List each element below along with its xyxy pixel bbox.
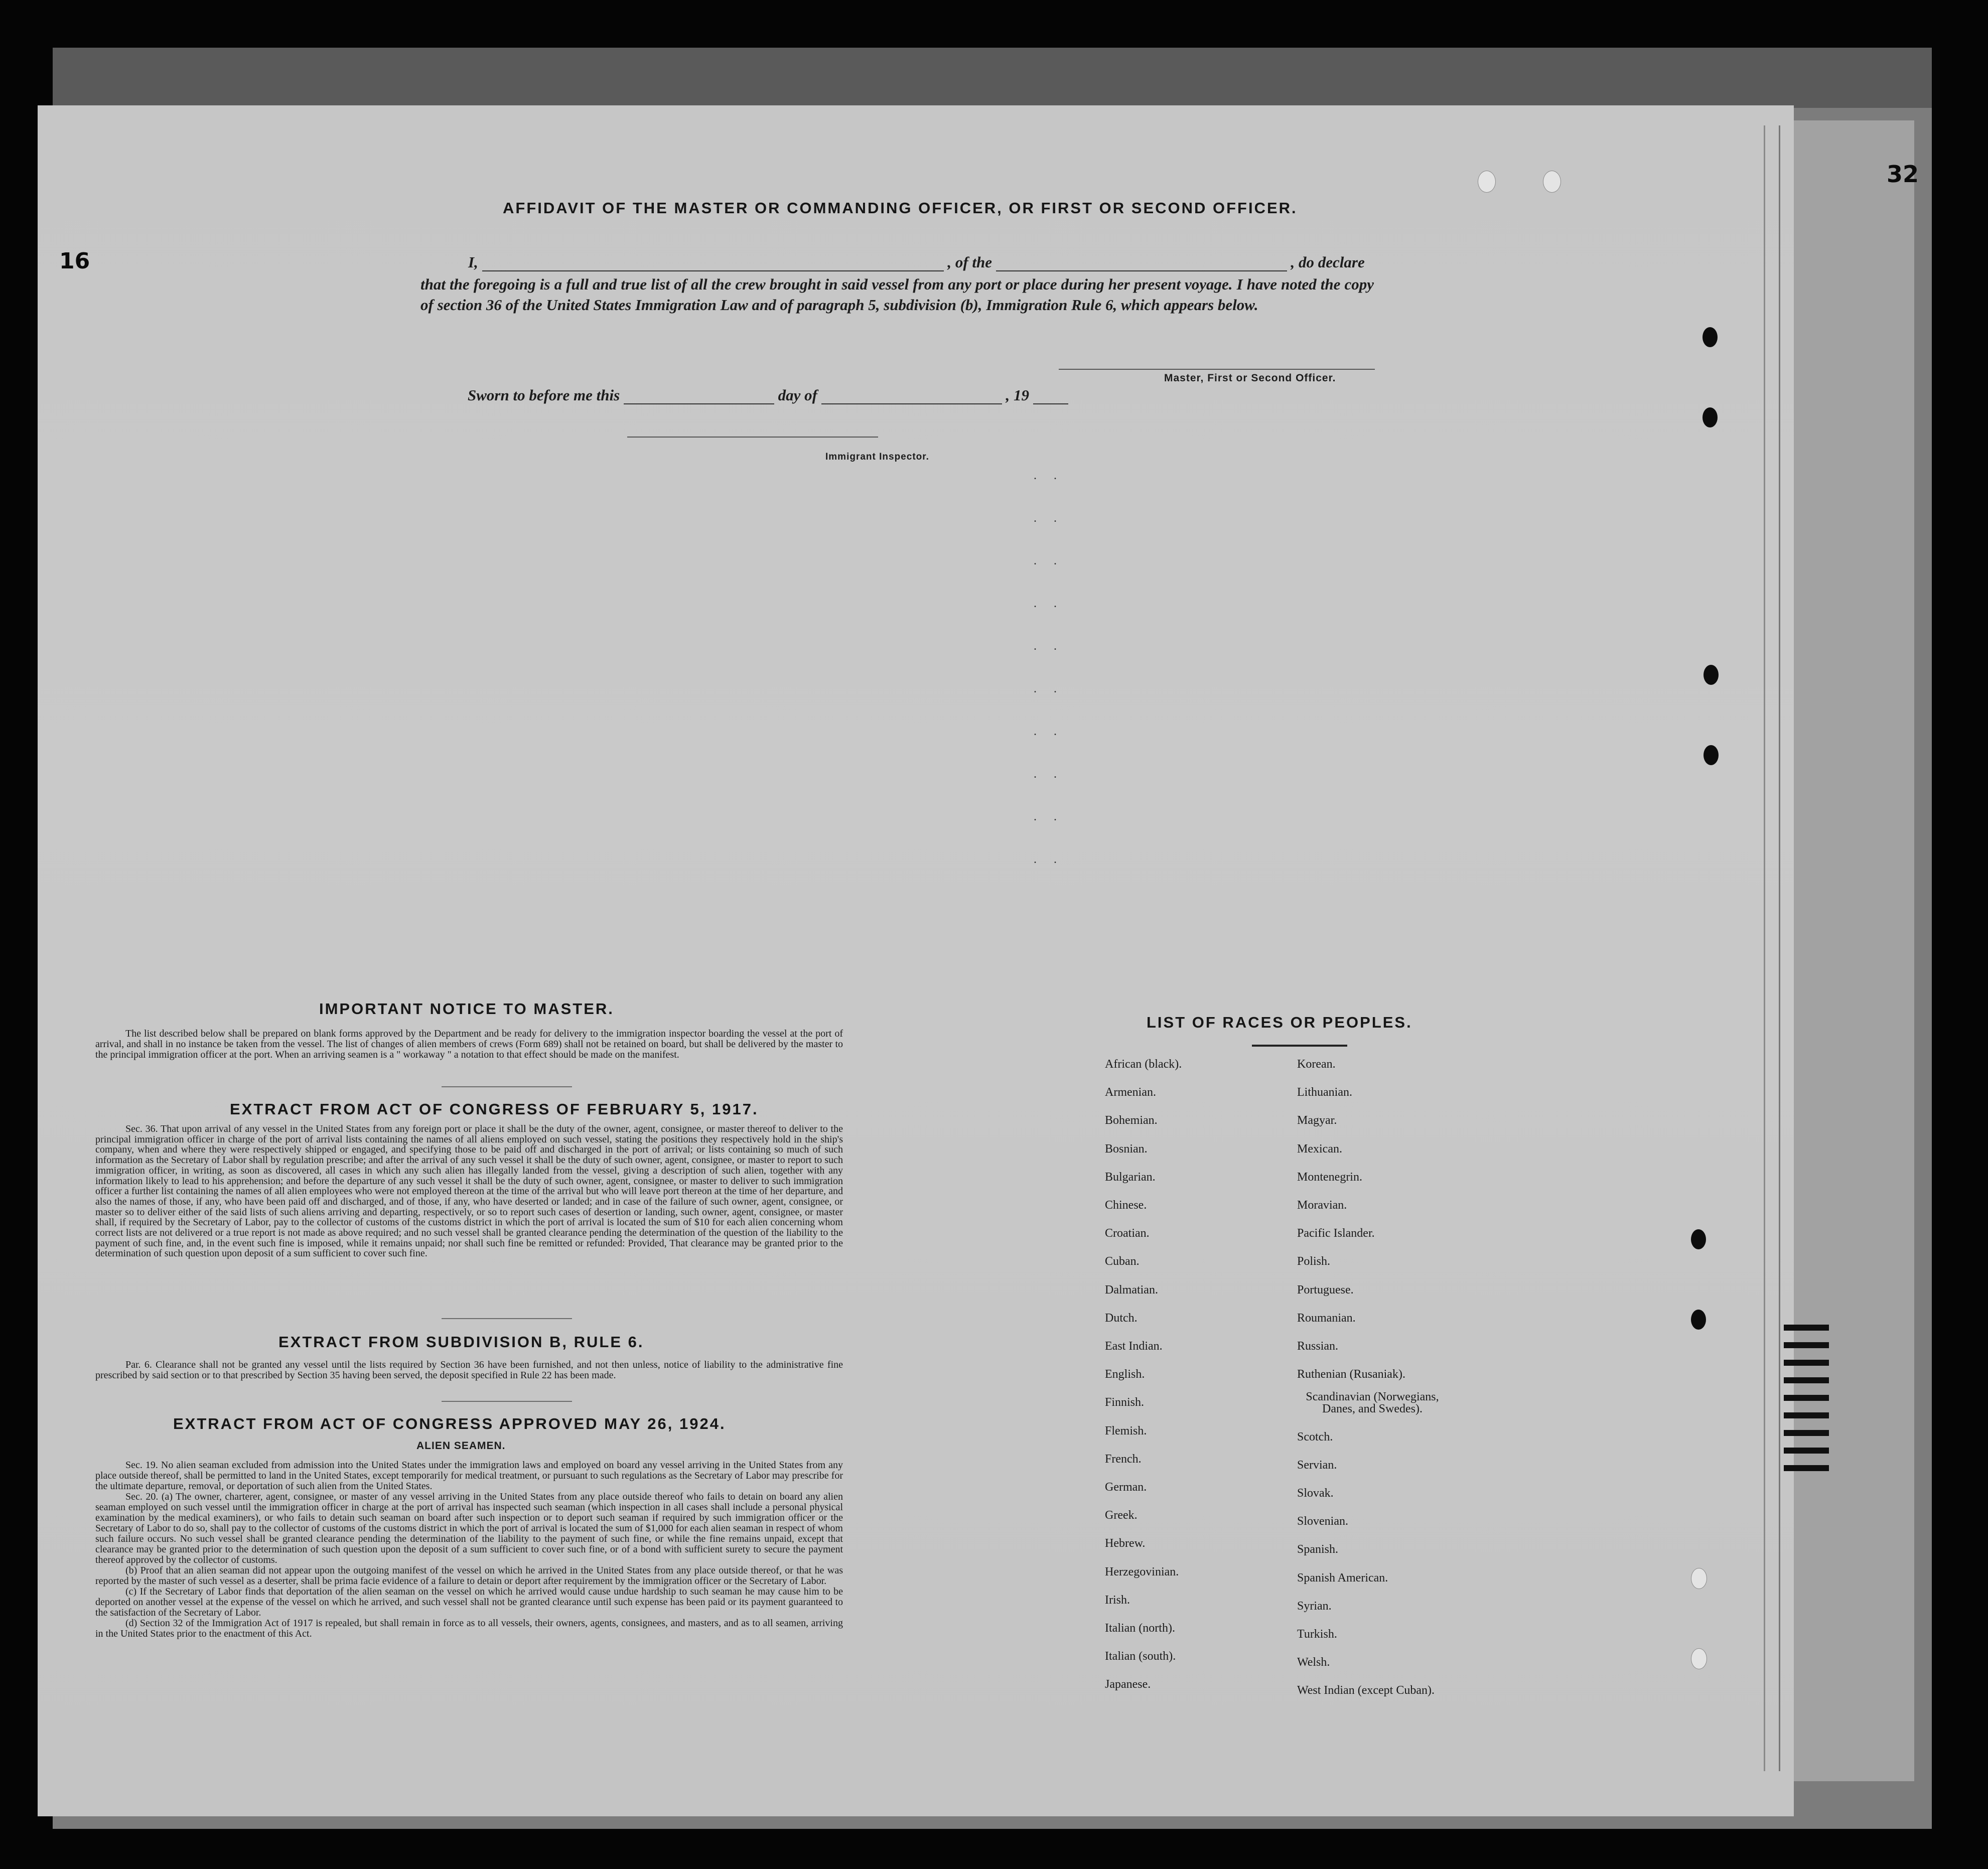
left-race-item: Italian (north). [1105,1622,1175,1635]
notice-text: The list described below shall be prepared on blank forms approved by the Department and be ready for delivery to the immigration inspector boarding the vessel at the port of arrival, and shall in no instance be taken from the vessel. The list of changes of alien members of crews (Form 689) shall not be retained on board, but shall be delivered by the master to the principal immigration officer at the port. When an arriving seamen is a " workaway " a notation to that effect should be made on the manifest. [95,1028,843,1060]
dot-leader: . . [1034,725,1064,738]
left-race-item: Bosnian. [1105,1142,1148,1156]
right-race-item: Scandinavian (Norwegians, Danes, and Swedes). [1306,1390,1439,1416]
right-race-item: Turkish. [1297,1628,1337,1641]
right-race-item: Roumanian. [1297,1311,1356,1325]
right-race-item: Pacific Islander. [1297,1227,1375,1240]
extract-1924-subtitle: ALIEN SEAMEN. [416,1440,506,1452]
left-race-item: Bulgarian. [1105,1170,1156,1184]
left-race-item: Greek. [1105,1509,1138,1522]
right-race-item: Slovenian. [1297,1515,1348,1528]
extract-1924-body [95,1460,843,1639]
sworn-day-blank[interactable] [624,388,774,404]
right-race-item: Slovak. [1297,1487,1334,1500]
right-race-item: West Indian (except Cuban). [1297,1684,1435,1697]
sec20c-text: (c) If the Secretary of Labor finds that deportation of the alien seaman on the vessel on which he arrived would cause undue hardship to such seaman he may cause him to be deported on another vessel at the expense of the vessel on which he arrived, and such vessel shall not be granted clearance until such expense has been paid or its payment guaranteed to the satisfaction of the Secretary of Labor. [95,1586,843,1618]
right-race-item: Magyar. [1297,1114,1337,1127]
right-race-item: Polish. [1297,1255,1331,1268]
punch-hole [1703,745,1719,765]
right-race-item: Lithuanian. [1297,1086,1352,1099]
left-race-item: Hebrew. [1105,1537,1146,1550]
right-race-item: Moravian. [1297,1199,1347,1212]
dot-leader: . . [1034,469,1064,482]
right-race-item: Mexican. [1297,1142,1342,1156]
section-divider [442,1086,572,1087]
affidavit-line1-mid: , of the [947,253,992,271]
inspector-signature-line[interactable] [627,437,878,438]
left-race-item: Italian (south). [1105,1650,1176,1663]
sworn-mid: day of [778,386,817,404]
section-divider [442,1401,572,1402]
affidavit-line1-post: , do declare [1291,253,1365,271]
page-edge-line [1764,125,1765,1771]
races-title: LIST OF RACES OR PEOPLES. [1147,1014,1412,1031]
left-race-item: German. [1105,1481,1147,1494]
punch-hole [1703,665,1719,685]
left-race-item: Armenian. [1105,1086,1156,1099]
tally-mark [1784,1430,1829,1436]
dot-leader: . . [1034,810,1064,823]
tally-mark [1784,1465,1829,1471]
signature-line[interactable] [1059,369,1375,370]
punch-hole [1702,327,1718,347]
right-race-item: Welsh. [1297,1656,1330,1669]
back-sheet-top-edge [53,48,1932,108]
punch-hole [1478,171,1496,193]
left-race-item: Bohemian. [1105,1114,1158,1127]
affidavit-declaration-line [468,253,1365,271]
races-title-underline [1252,1045,1347,1047]
left-race-item: Herzegovinian. [1105,1565,1179,1578]
tally-mark [1784,1360,1829,1366]
dot-leader: . . [1034,682,1064,695]
sec20b-text: (b) Proof that an alien seaman did not appear upon the outgoing manifest of the vessel on which he arrived in the United States from any place outside thereof, or that he was reported by the master of such vessel as a deserter, shall be prima facie evidence of a failure to detain or deport after requirement by the immigration officer or the Secretary of Labor. [95,1565,843,1587]
dot-leader: . . [1034,512,1064,525]
right-race-item: Korean. [1297,1058,1336,1071]
right-race-item: Scotch. [1297,1430,1333,1444]
left-race-item: Finnish. [1105,1396,1145,1409]
margin-mark: 16 [59,248,90,274]
tally-mark [1784,1342,1829,1348]
dot-leader: . . [1034,768,1064,781]
punch-hole [1691,1229,1706,1249]
right-race-item: Spanish. [1297,1543,1339,1556]
extract-rule6-title: EXTRACT FROM SUBDIVISION B, RULE 6. [278,1333,644,1351]
right-race-item: Portuguese. [1297,1283,1354,1297]
right-race-item: Syrian. [1297,1599,1332,1613]
left-race-item: Flemish. [1105,1424,1147,1437]
left-race-item: East Indian. [1105,1340,1163,1353]
punch-hole [1691,1648,1707,1669]
right-race-item: Servian. [1297,1458,1337,1472]
page-edge-line [1779,125,1780,1771]
dot-leader: . . [1034,853,1064,866]
left-race-item: English. [1105,1368,1145,1381]
affidavit-body: that the foregoing is a full and true list of all the crew brought in said vessel from any port or place during her present voyage. I have noted the copy of section 36 of the United States Immigration Law and of paragraph 5, subdivision (b), Immigration Rule 6, which appears below. [420,275,1374,314]
vessel-blank[interactable] [996,255,1287,271]
notice-title: IMPORTANT NOTICE TO MASTER. [319,1000,614,1018]
sec20a-text: Sec. 20. (a) The owner, charterer, agent, consignee, or master of any vessel arriving in the United States from any place outside thereof who fails to detain on board any alien seaman employed on such vessel until the immigration officer in charge at the port of arrival has inspected such seaman (which inspection in all cases shall include a personal physical examination by the medical examiners), or who fails to detain such seaman on board after such inspection or to deport such seaman if required by such immigration officer or the Secretary of Labor to do so, shall pay to the collector of customs of the customs district in which the port of arrival is located the sum of $1,000 for each alien seaman in respect of whom such failure occurs. No such vessel shall be granted clearance pending the determination of the liability to the payment of such fine, or while the fine remains unpaid, except that clearance may be granted prior to the determination of such question upon the deposit of a sum sufficient to cover such fine, or of a bond with sufficient surety to secure the payment thereof approved by the collector of customs. [95,1491,843,1565]
name-blank[interactable] [482,255,944,271]
tally-mark [1784,1377,1829,1383]
page-number-mark: 32 [1887,161,1919,188]
inspector-label: Immigrant Inspector. [825,452,929,462]
tally-mark [1784,1325,1829,1331]
tally-mark [1784,1395,1829,1401]
extract-1924-title: EXTRACT FROM ACT OF CONGRESS APPROVED MAY 26, 1924. [173,1415,726,1432]
punch-hole [1691,1310,1706,1330]
left-race-item: Dalmatian. [1105,1283,1158,1297]
sworn-post: , 19 [1006,386,1029,404]
left-race-item: Chinese. [1105,1199,1147,1212]
left-race-item: African (black). [1105,1058,1182,1071]
right-race-item: Ruthenian (Rusaniak). [1297,1368,1405,1381]
right-race-item: Russian. [1297,1340,1339,1353]
sworn-line [468,386,1068,404]
sworn-month-blank[interactable] [821,388,1002,404]
sec19-text: Sec. 19. No alien seaman excluded from admission into the United States under the immigration laws and employed on board any vessel arriving in the United States from any place outside thereof, shall be permitted to land in the United States, except temporarily for medical treatment, or pursuant to such regulations as the Secretary of Labor may prescribe for the ultimate departure, removal, or deportation of such alien from the United States. [95,1460,843,1492]
dot-leader: . . [1034,597,1064,610]
sec20d-text: (d) Section 32 of the Immigration Act of 1917 is repealed, but shall remain in force as to all vessels, their owners, agents, consignees, and masters, and as to all seamen, arriving in the United States prior to the enactment of this Act. [95,1618,843,1639]
sworn-pre: Sworn to before me this [468,386,620,404]
left-race-item: Cuban. [1105,1255,1140,1268]
right-race-item: Spanish American. [1297,1571,1388,1585]
extract-1917-title: EXTRACT FROM ACT OF CONGRESS OF FEBRUARY 5, 1917. [230,1100,759,1118]
left-race-item: French. [1105,1452,1142,1466]
punch-hole [1543,171,1561,193]
section-divider [442,1318,572,1319]
left-race-item: Japanese. [1105,1678,1151,1691]
right-race-item: Montenegrin. [1297,1170,1362,1184]
dot-leader: . . [1034,554,1064,567]
left-race-item: Irish. [1105,1593,1130,1607]
affidavit-title: AFFIDAVIT OF THE MASTER OR COMMANDING OFFICER, OR FIRST OR SECOND OFFICER. [503,199,1298,217]
sworn-year-blank[interactable] [1033,388,1068,404]
left-race-item: Dutch. [1105,1311,1138,1325]
signature-label: Master, First or Second Officer. [1164,372,1336,384]
punch-hole [1691,1568,1707,1589]
dot-leader: . . [1034,640,1064,653]
left-race-item: Croatian. [1105,1227,1150,1240]
extract-1917-text: Sec. 36. That upon arrival of any vessel in the United States from any foreign port or place it shall be the duty of the owner, agent, consignee, or master thereof to deliver to the principal immigration officer in charge of the port of arrival lists containing the names of all aliens employed on such vessel, stating the positions they respectively hold in the ship's company, when and where they were respectively shipped or engaged, and specifying those to be paid off and discharged in the port of arrival; or lists containing so much of such information as the Secretary of Labor shall by regulation prescribe; and after the arrival of any such vessel it shall be the duty of such owner, agent, consignee, or master to report to such immigration officer, in writing, as soon as discovered, all cases in which any such alien has illegally landed from the vessel, giving a description of such alien, together with any information likely to lead to his apprehension; and before the departure of any such vessel it shall be the duty of such owner, agent, consignee, or master to deliver to such immigration officer a further list containing the names of all alien employees who were not employed thereon at the time of the arrival but who will leave port thereon at the time of her departure, and also the names of those, if any, who have been paid off and discharged, and of those, if any, who have deserted or landed; and in case of the failure of such owner, agent, consignee, or master so to deliver either of the said lists of such aliens arriving and departing, respectively, or so to report such cases of desertion or landing, such owner, agent, consignee, or master shall, if required by the Secretary of Labor, pay to the collector of customs of the customs district in which the port of arrival is located the sum of $10 for each alien concerning whom correct lists are not delivered or a true report is not made as above required; and no such vessel shall be granted clearance pending the determination of the question of the liability to the payment of such fine, and, in the event such fine is imposed, while it remains unpaid; nor shall such fine be remitted or refunded: Provided, That clearance may be granted prior to the determination of such question upon deposit of a sum sufficient to cover such fine. [95,1123,843,1259]
extract-rule6-text: Par. 6. Clearance shall not be granted any vessel until the lists required by Section 36 have been furnished, and not then unless, notice of liability to the administrative fine prescribed by said section or to that prescribed by Section 35 having been served, the deposit specified in Rule 22 has been made. [95,1359,843,1381]
tally-mark [1784,1448,1829,1454]
tally-mark [1784,1412,1829,1418]
punch-hole [1702,407,1718,427]
affidavit-line1-pre: I, [468,253,478,271]
